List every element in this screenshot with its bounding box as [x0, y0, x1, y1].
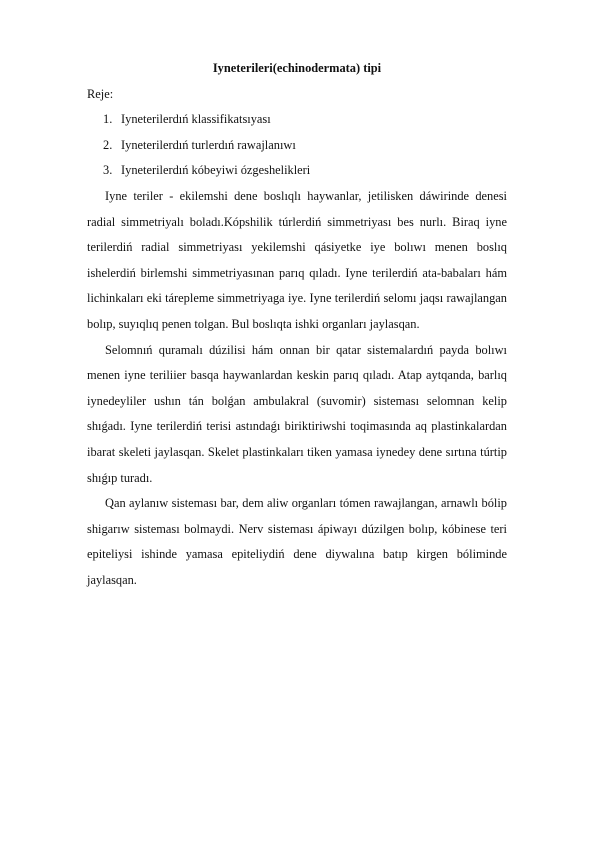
plan-item-text: Iyneterilerdıń kóbeyiwi ózgeshelikleri: [121, 163, 311, 178]
body-paragraph: Selomnıń quramalı dúzilisi hám onnan bir qatar sistemalardıń payda bolıwı menen iyne teriliіer basqa haywanlardan keskin parıq qıladı. Atap aytqanda, barlıq iynedeyliler ushın tán bolǵan ambulakral (suvomir) sisteması selomnan kelip shıǵadı. Iyne terilerdiń terisi astındaǵı biriktiriwshi toqimasında aq plastinkalardan ibarat skeleti jaylasqan. Skelet plastinkaları tiken yamasa iynedey dene sırtına túrtip shıǵıp turadı.: [87, 342, 507, 485]
plan-label: Reje:: [87, 86, 114, 101]
plan-item: [103, 133, 507, 159]
document-page: [87, 56, 507, 593]
plan-item-number: 3.: [103, 163, 113, 178]
plan-item-number: 1.: [103, 112, 113, 127]
plan-item-text: Iyneterilerdıń turlerdıń rawajlanıwı: [121, 137, 296, 152]
plan-item: [103, 158, 507, 184]
body-paragraph: Iyne teriler - ekilemshi dene boslıqlı haywanlar, jetilisken dáwirinde denesi radial simmetriyalı boladı.Kópshilik túrlerdiń simmetriyası bes nurlı. Biraq iyne terilerdiń radial simmetriyası yekilemshi qásiyetke iye bolıwı menen boslıq ishelerdiń birlemshi simmetriyasınan parıq qıladı. Iyne terilerdiń ata-babaları hám lichinkaları eki tárepleme simmetriyaga iye. Iyne terilerdiń selomı jaqsı rawajlangan bolıp, suyıqlıq penen tolgan. Bul boslıqta ishki organları jaylasqan.: [87, 188, 507, 331]
plan-item: [103, 107, 507, 133]
plan-list: [87, 107, 507, 184]
plan-item-text: Iyneterilerdıń klassifikatsıyası: [121, 112, 271, 127]
document-title: Iyneterileri(echinodermata) tipi: [212, 61, 382, 75]
plan-item-number: 2.: [103, 137, 113, 152]
body-paragraph: Qan aylanıw sisteması bar, dem aliw organları tómen rawajlangan, arnawlı bólip shigarıw sisteması bolmaydi. Nerv sisteması ápiwayı dúzilgen bolıp, kóbinese teri epiteliysi ishinde yamasa epiteliydiń dene diywalına batıp kirgen bóliminde jaylasqan.: [87, 496, 507, 587]
